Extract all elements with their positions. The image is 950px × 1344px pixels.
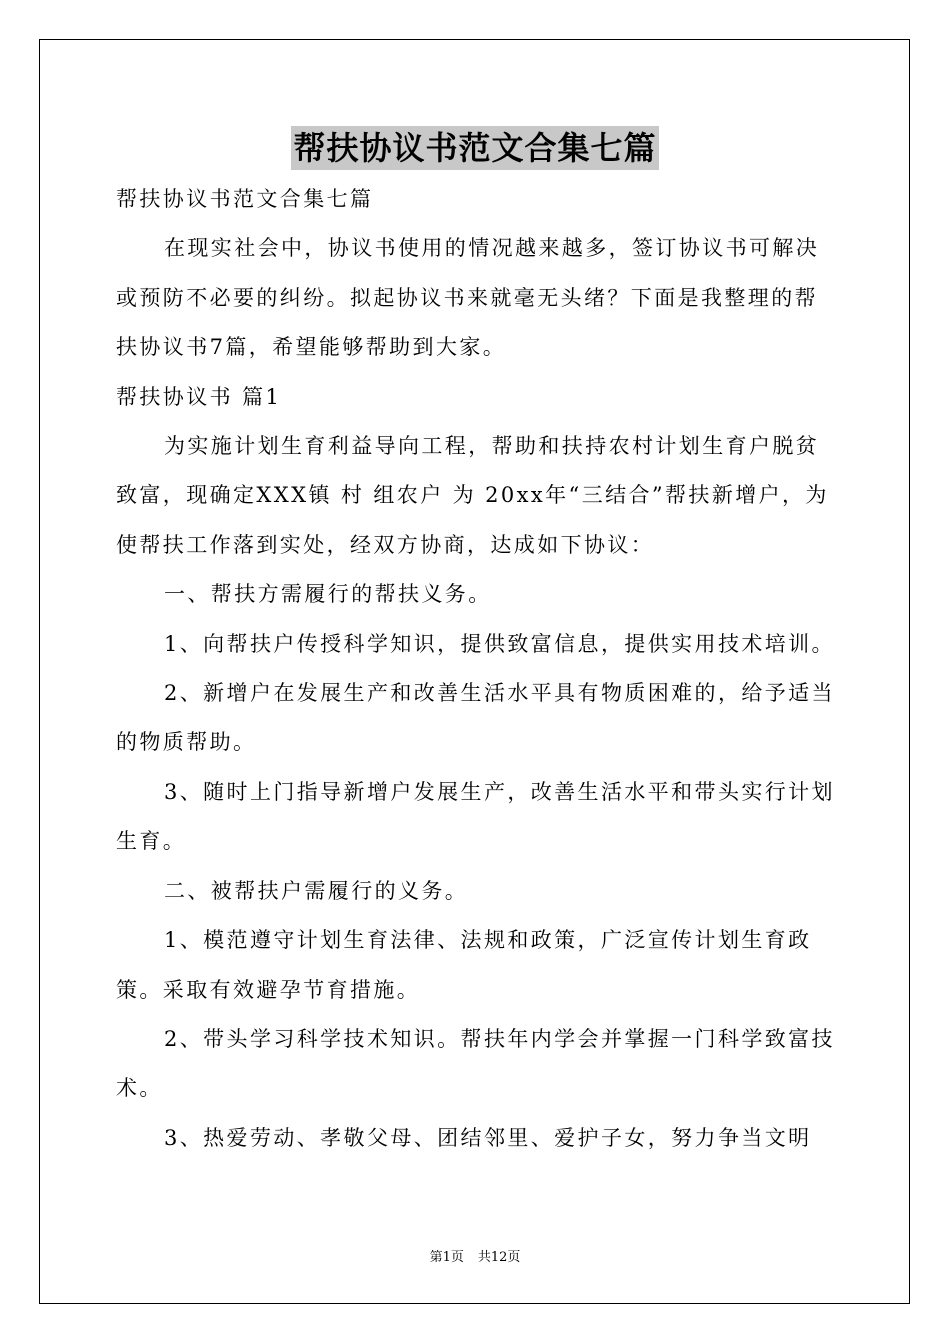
paragraph: 在现实社会中，协议书使用的情况越来越多，签订协议书可解决或预防不必要的纠纷。拟起协议书来就毫无头绪？下面是我整理的帮扶协议书7篇，希望能够帮助到大家。	[116, 236, 820, 360]
paragraph: 1、向帮扶户传授科学知识，提供致富信息，提供实用技术培训。	[164, 631, 835, 656]
paragraph: 1、模范遵守计划生育法律、法规和政策，广泛宣传计划生育政策。采取有效避孕节育措施。	[116, 928, 812, 1002]
paragraph: 一、帮扶方需履行的帮扶义务。	[164, 582, 492, 607]
title-container	[0, 126, 950, 170]
document-title: 帮扶协议书范文合集七篇	[291, 126, 658, 170]
page-number: 第1页	[429, 1250, 464, 1265]
paragraph: 二、被帮扶户需履行的义务。	[164, 878, 469, 903]
paragraph: 2、新增户在发展生产和改善生活水平具有物质困难的，给予适当的物质帮助。	[116, 681, 835, 755]
paragraph: 3、随时上门指导新增户发展生产，改善生活水平和带头实行计划生育。	[116, 779, 835, 854]
section-heading: 帮扶协议书 篇1	[116, 384, 282, 409]
paragraph: 3、热爱劳动、孝敬父母、团结邻里、爱护子女，努力争当文明	[164, 1125, 812, 1150]
paragraph: 帮扶协议书范文合集七篇	[116, 187, 374, 211]
paragraph: 为实施计划生育利益导向工程，帮助和扶持农村计划生育户脱贫致富，现确定XXX镇 村 组农户 为 20xx年“三结合”帮扶新增户，为使帮扶工作落到实处，经双方协商，达成如下协议：	[116, 434, 829, 557]
page-footer	[0, 1246, 950, 1265]
paragraph: 2、带头学习科学技术知识。帮扶年内学会并掌握一门科学致富技术。	[116, 1026, 835, 1101]
page-total: 共12页	[477, 1250, 521, 1265]
document-body	[116, 175, 836, 1163]
